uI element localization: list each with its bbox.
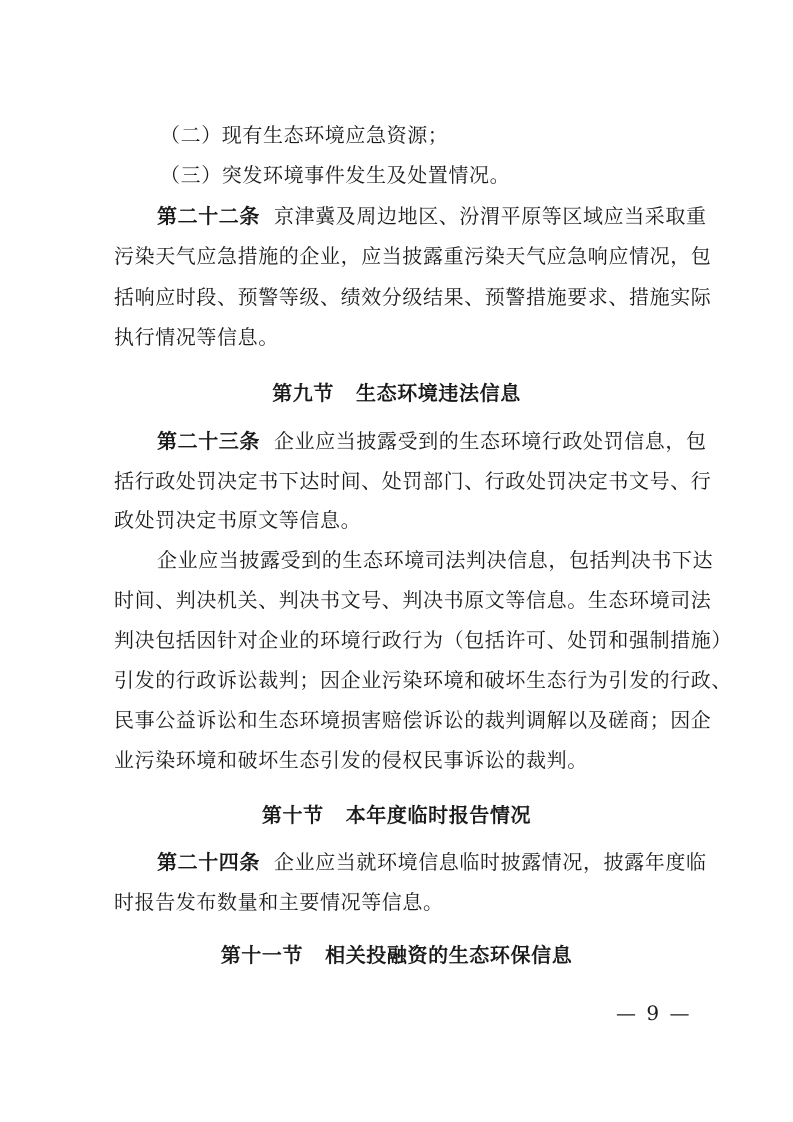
section-11-heading [0,940,793,970]
article-22-line: 括响应时段、预警等级、绩效分级结果、预警措施要求、措施实际 [114,285,712,309]
article-23-number: 第二十三条 [157,429,260,453]
article-24-first-line [157,847,707,877]
section-11-title: 相关投融资的生态环保信息 [325,943,573,967]
list-item-3: （三）突发环境事件发生及处置情况。 [160,163,511,187]
article-23-paragraph-2-line: 引发的行政诉讼裁判；因企业污染环境和破坏生态行为引发的行政、 [114,668,732,692]
article-22-number: 第二十二条 [157,204,260,228]
article-24-line: 时报告发布数量和主要情况等信息。 [114,890,444,914]
article-22-line: 污染天气应急措施的企业，应当披露重污染天气应急响应情况，包 [114,244,712,268]
section-10-heading [0,800,793,830]
list-item-2: （二）现有生态环境应急资源； [160,123,449,147]
article-22-first-line [157,201,707,231]
article-24-number: 第二十四条 [157,850,260,874]
article-23-line: 政处罚决定书原文等信息。 [114,508,362,532]
article-22-line: 执行情况等信息。 [114,325,279,349]
article-23-paragraph-2-line: 民事公益诉讼和生态环境损害赔偿诉讼的裁判调解以及磋商；因企 [114,708,712,732]
article-22-text: 京津冀及周边地区、汾渭平原等区域应当采取重 [274,204,707,228]
article-23-paragraph-2-line: 判决包括因针对企业的环境行政行为（包括许可、处罚和强制措施） [114,628,732,652]
section-11-number: 第十一节 [220,943,304,967]
article-23-text: 企业应当披露受到的生态环境行政处罚信息，包 [274,429,707,453]
article-23-paragraph-2-line: 企业应当披露受到的生态环境司法判决信息，包括判决书下达 [157,548,714,572]
article-23-paragraph-2-line: 时间、判决机关、判决书文号、判决书原文等信息。生态环境司法 [114,588,712,612]
section-10-number: 第十节 [261,803,324,827]
page-number: — 9 — [616,1001,692,1025]
article-24-text: 企业应当就环境信息临时披露情况，披露年度临 [274,850,707,874]
article-23-line: 括行政处罚决定书下达时间、处罚部门、行政处罚决定书文号、行 [114,469,712,493]
section-9-title: 生态环境违法信息 [356,381,521,405]
article-23-first-line [157,426,707,456]
article-23-paragraph-2-line: 业污染环境和破坏生态引发的侵权民事诉讼的裁判。 [114,748,588,772]
section-9-heading [0,378,793,408]
section-9-number: 第九节 [272,381,334,405]
section-10-title: 本年度临时报告情况 [345,803,532,827]
